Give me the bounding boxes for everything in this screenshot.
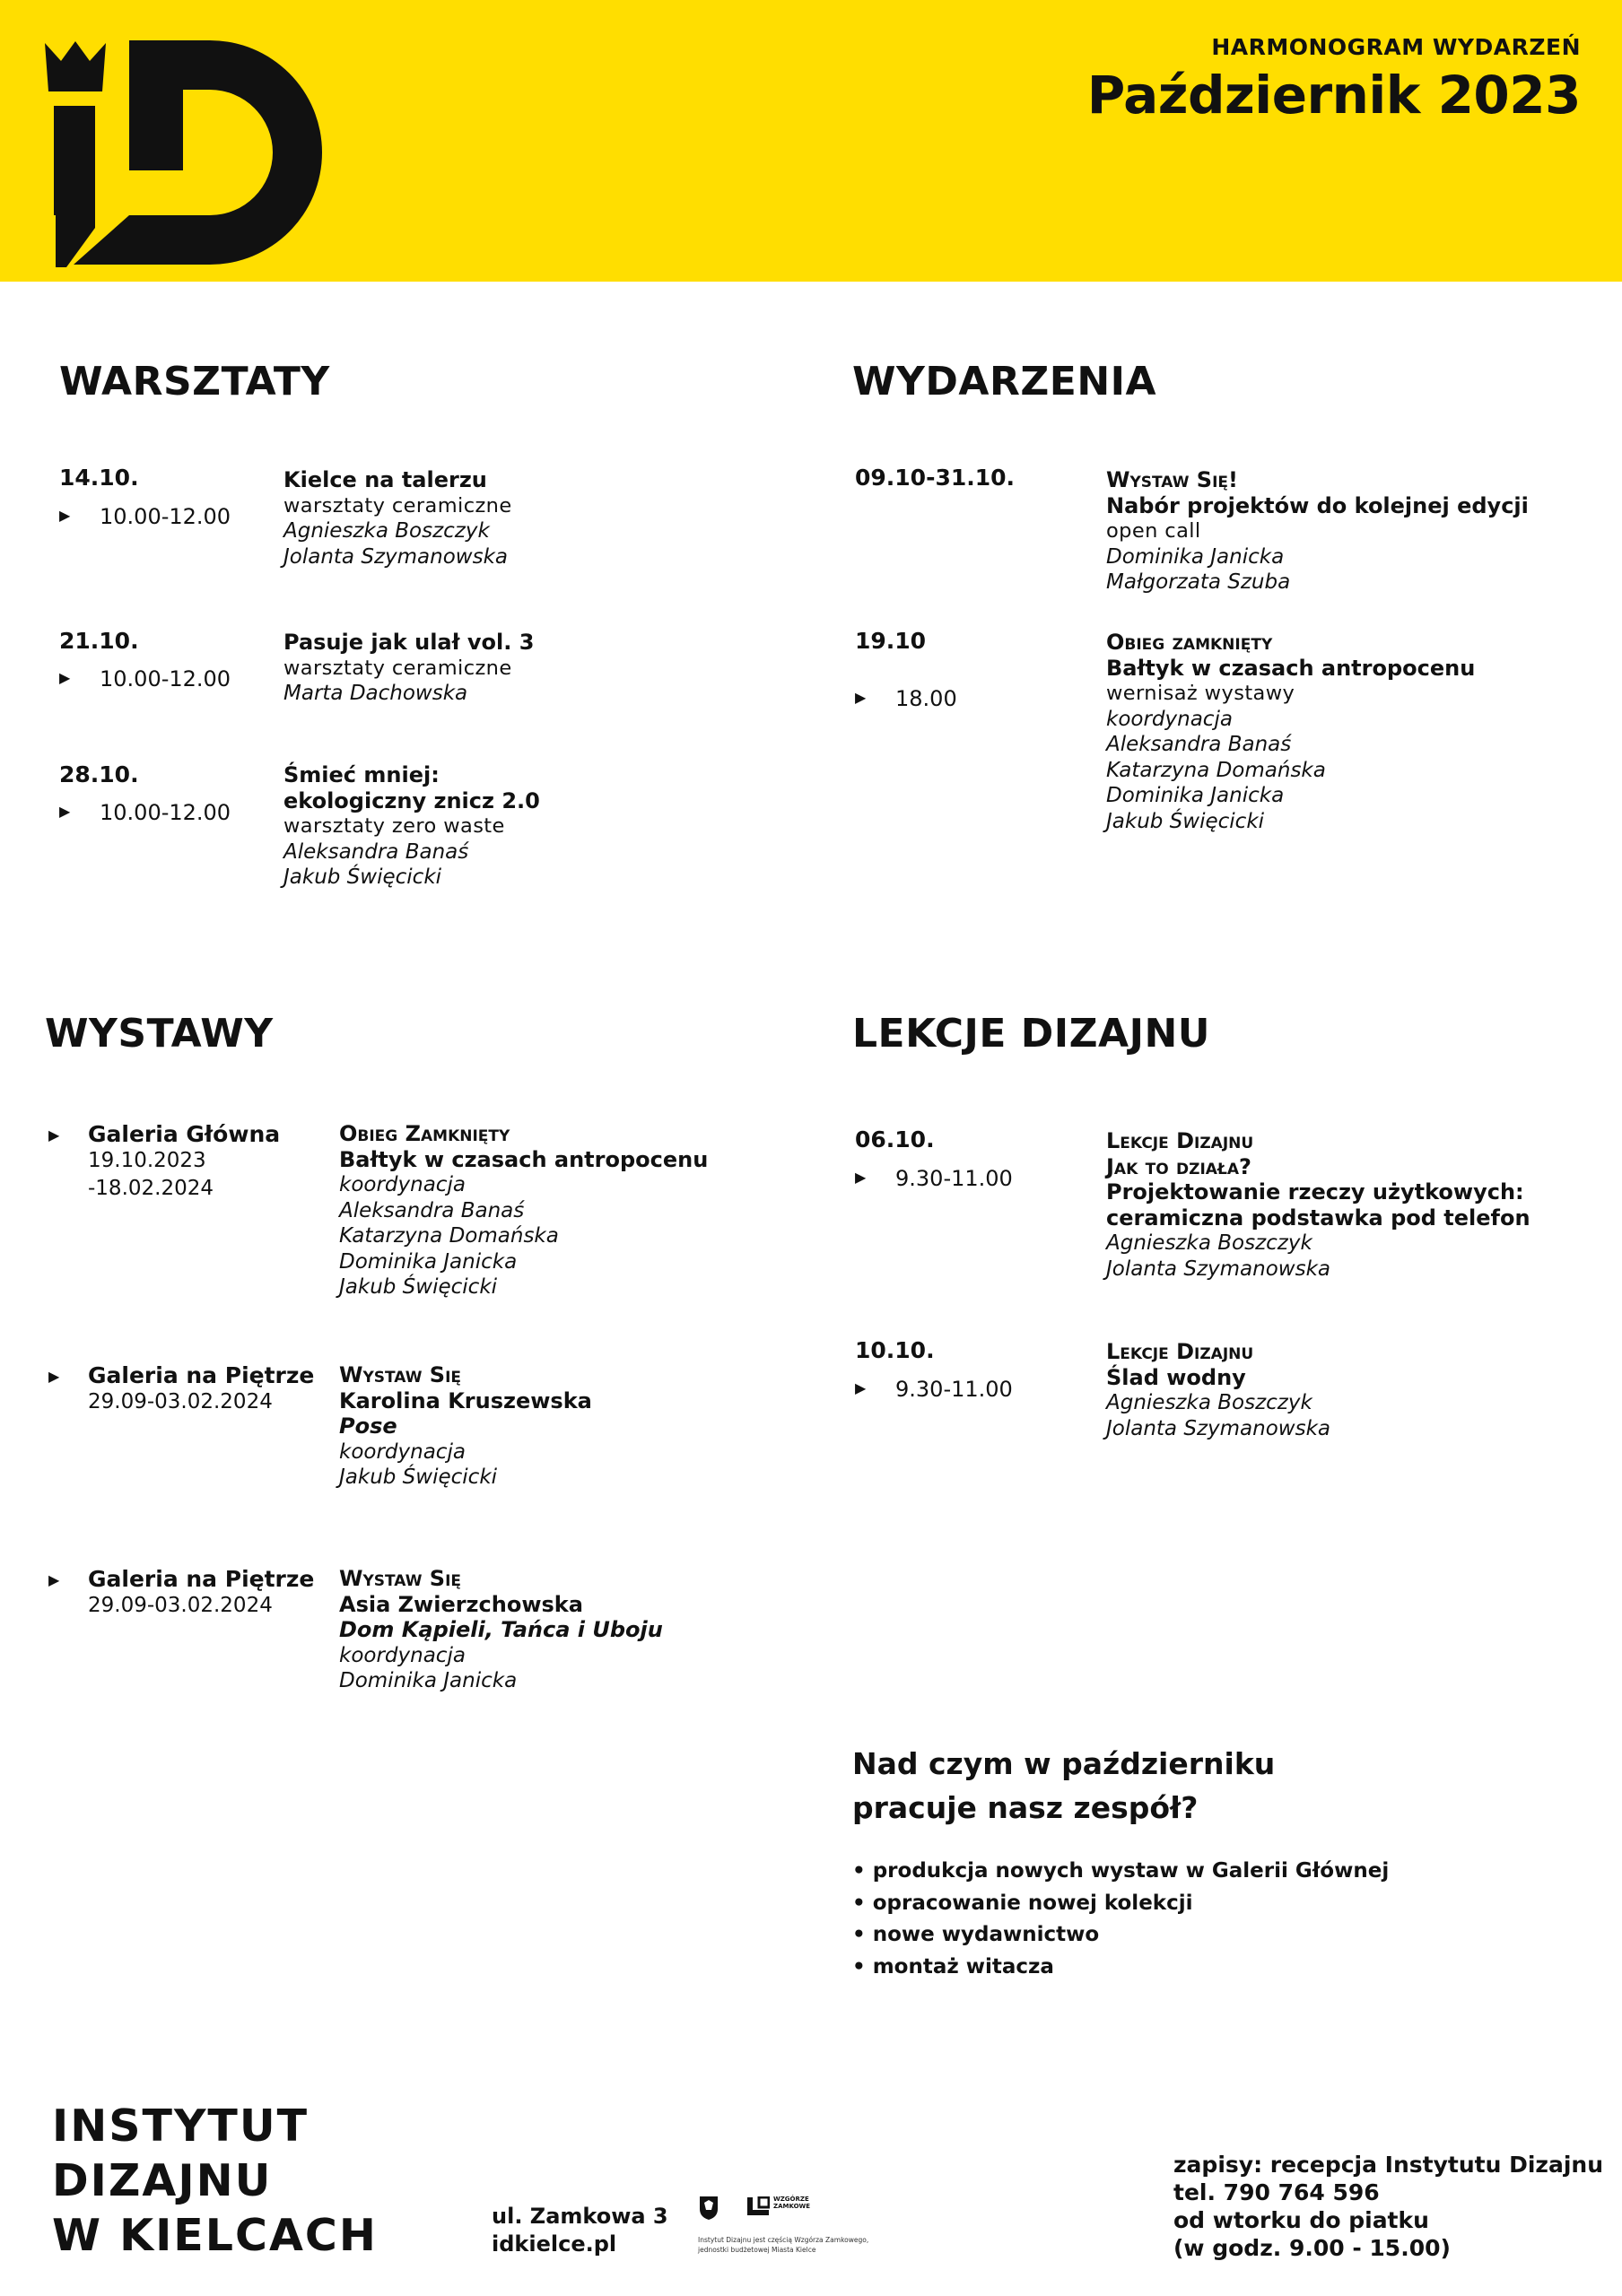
workshop-card — [283, 630, 534, 707]
workshop-title: Pasuje jak ulał vol. 3 — [283, 630, 535, 655]
city-crest-icon — [698, 2194, 719, 2221]
header-title: Październik 2023 — [1086, 65, 1581, 126]
header-subtitle: HARMONOGRAM WYDARZEŃ — [1211, 34, 1581, 60]
partner-logo-label: WZGÓRZE ZAMKOWE — [773, 2196, 811, 2210]
team-list-item: • montaż witacza — [852, 1954, 1054, 1979]
exhibition-artist: Karolina Kruszewska — [339, 1387, 592, 1413]
team-heading-line: Nad czym w październiku — [852, 1746, 1276, 1781]
event-person: Katarzyna Domańska — [1106, 758, 1326, 782]
header-band — [0, 0, 1622, 282]
exhibition-date-line: 19.10.2023 — [88, 1149, 206, 1172]
lesson-date: 10.10. — [855, 1337, 935, 1363]
team-heading-line: pracuje nasz zespół? — [852, 1790, 1199, 1825]
exhibition-dates — [88, 1147, 214, 1203]
section-title-warsztaty: WARSZTATY — [59, 359, 330, 404]
lesson-time: 9.30-11.00 — [895, 1377, 1013, 1402]
exhibition-person: Aleksandra Banaś — [339, 1198, 525, 1222]
workshop-person: Jakub Święcicki — [283, 865, 442, 889]
workshop-date: 28.10. — [59, 761, 139, 787]
lesson-title: ceramiczna podstawka pod telefon — [1106, 1205, 1530, 1231]
workshop-title: Kielce na talerzu — [283, 467, 487, 492]
contact-line: od wtorku do piatku — [1173, 2207, 1429, 2233]
institute-name-line: INSTYTUT — [52, 2100, 310, 2152]
event-date: 09.10-31.10. — [855, 465, 1016, 491]
play-triangle-icon: ▶ — [855, 1169, 867, 1186]
workshop-date: 14.10. — [59, 465, 139, 491]
workshop-time: 10.00-12.00 — [100, 666, 231, 691]
footer-address — [492, 2203, 668, 2258]
exhibition-date-line: 29.09-03.02.2024 — [88, 1390, 273, 1413]
team-heading — [852, 1742, 1275, 1830]
lesson-date: 06.10. — [855, 1126, 935, 1152]
exhibition-person: Jakub Święcicki — [339, 1465, 498, 1489]
event-series: Wystaw Się! — [1106, 467, 1238, 492]
wzgorze-zamkowe-logo-icon — [746, 2196, 770, 2216]
partner-note-line: Instytut Dizajnu jest częścią Wzgórza Zamkowego, — [698, 2236, 869, 2244]
partner-note — [698, 2235, 868, 2255]
lesson-card — [1106, 1339, 1330, 1441]
institute-name — [52, 2099, 378, 2263]
event-person: Małgorzata Szuba — [1106, 570, 1291, 594]
exhibition-work: Dom Kąpieli, Tańca i Uboju — [339, 1617, 663, 1642]
event-person: Dominika Janicka — [1106, 784, 1285, 807]
event-title: Nabór projektów do kolejnej edycji — [1106, 492, 1529, 518]
exhibition-dates — [88, 1388, 273, 1416]
workshop-person: Agnieszka Boszczyk — [283, 519, 490, 543]
workshop-time: 10.00-12.00 — [100, 504, 231, 529]
workshop-type: warsztaty zero waste — [283, 814, 505, 838]
workshop-title: ekologiczny znicz 2.0 — [283, 787, 540, 813]
lesson-person: Jolanta Szymanowska — [1106, 1257, 1330, 1281]
website-link[interactable]: idkielce.pl — [492, 2231, 617, 2257]
play-triangle-icon: ▶ — [855, 1379, 867, 1396]
section-title-lekcje: LEKCJE DIZAJNU — [852, 1011, 1211, 1057]
event-card — [1106, 467, 1529, 596]
event-person: Aleksandra Banaś — [1106, 733, 1292, 756]
exhibition-series: Wystaw Się — [339, 1362, 462, 1387]
team-list-item: • nowe wydawnictwo — [852, 1923, 1100, 1946]
signup-contact — [1173, 2151, 1603, 2262]
exhibition-person: Katarzyna Domańska — [339, 1224, 559, 1248]
event-date: 19.10 — [855, 628, 927, 654]
lesson-card — [1106, 1128, 1530, 1282]
exhibition-dates — [88, 1592, 273, 1620]
address-line: ul. Zamkowa 3 — [492, 2204, 668, 2229]
workshop-person: Jolanta Szymanowska — [283, 544, 508, 569]
workshop-title: Śmieć mniej: — [283, 762, 440, 787]
workshop-card — [283, 467, 512, 570]
section-title-wydarzenia: WYDARZENIA — [852, 359, 1157, 404]
workshop-card — [283, 762, 540, 891]
exhibition-series: Obieg Zamknięty — [339, 1121, 510, 1146]
team-list-item: • produkcja nowych wystaw w Galerii Głównej — [852, 1859, 1390, 1883]
contact-phone[interactable]: tel. 790 764 596 — [1173, 2179, 1380, 2205]
exhibition-card — [339, 1121, 708, 1300]
play-triangle-icon: ▶ — [59, 803, 71, 820]
contact-line: (w godz. 9.00 - 15.00) — [1173, 2235, 1451, 2261]
event-person: Dominika Janicka — [1106, 544, 1285, 569]
lesson-person: Agnieszka Boszczyk — [1106, 1391, 1312, 1414]
institute-name-line: DIZAJNU — [52, 2155, 273, 2206]
section-title-wystawy: WYSTAWY — [45, 1011, 274, 1057]
exhibition-place: Galeria na Piętrze — [88, 1362, 315, 1388]
play-triangle-icon: ▶ — [59, 507, 71, 524]
event-series: Obieg zamknięty — [1106, 630, 1273, 655]
lesson-series: Lekcje Dizajnu — [1106, 1339, 1254, 1364]
workshop-type: warsztaty ceramiczne — [283, 493, 512, 517]
exhibition-person: Dominika Janicka — [339, 1249, 518, 1274]
play-triangle-icon: ▶ — [855, 689, 867, 706]
exhibition-role: koordynacja — [339, 1439, 466, 1464]
event-type: wernisaż wystawy — [1106, 682, 1295, 705]
play-triangle-icon: ▶ — [48, 1126, 60, 1144]
lesson-series-sub: Jak to działa? — [1106, 1153, 1251, 1179]
lesson-title: Ślad wodny — [1106, 1364, 1246, 1390]
event-role: koordynacja — [1106, 707, 1233, 731]
exhibition-place: Galeria na Piętrze — [88, 1566, 315, 1592]
id-crown-logo-icon — [39, 36, 336, 271]
exhibition-person: Dominika Janicka — [339, 1669, 518, 1692]
event-time: 18.00 — [895, 686, 957, 711]
event-title: Bałtyk w czasach antropocenu — [1106, 655, 1476, 681]
play-triangle-icon: ▶ — [48, 1368, 60, 1385]
exhibition-card — [339, 1566, 663, 1694]
exhibition-date-line: 29.09-03.02.2024 — [88, 1594, 273, 1617]
event-person: Jakub Święcicki — [1106, 809, 1265, 833]
exhibition-card — [339, 1362, 592, 1491]
workshop-date: 21.10. — [59, 628, 139, 654]
exhibition-place: Galeria Główna — [88, 1121, 281, 1147]
exhibition-person: Jakub Święcicki — [339, 1275, 498, 1299]
event-card — [1106, 630, 1475, 834]
play-triangle-icon: ▶ — [59, 669, 71, 686]
partner-logos — [698, 2194, 913, 2257]
lesson-person: Agnieszka Boszczyk — [1106, 1231, 1312, 1255]
workshop-person: Marta Dachowska — [283, 682, 468, 705]
team-list-item: • opracowanie nowej kolekcji — [852, 1891, 1193, 1915]
lesson-series: Lekcje Dizajnu — [1106, 1128, 1254, 1153]
exhibition-date-line: -18.02.2024 — [88, 1177, 214, 1200]
exhibition-series: Wystaw Się — [339, 1566, 462, 1591]
exhibition-role: koordynacja — [339, 1173, 466, 1196]
exhibition-work: Pose — [339, 1413, 397, 1439]
exhibition-title: Bałtyk w czasach antropocenu — [339, 1146, 709, 1172]
lesson-title: Projektowanie rzeczy użytkowych: — [1106, 1179, 1524, 1205]
lesson-time: 9.30-11.00 — [895, 1166, 1013, 1191]
workshop-person: Aleksandra Banaś — [283, 839, 469, 864]
event-type: open call — [1106, 519, 1201, 543]
team-list — [852, 1856, 1389, 1983]
exhibition-artist: Asia Zwierzchowska — [339, 1591, 583, 1617]
partner-note-line: jednostki budżetowej Miasta Kielce — [698, 2246, 816, 2254]
contact-line: zapisy: recepcja Instytutu Dizajnu — [1173, 2152, 1604, 2178]
workshop-time: 10.00-12.00 — [100, 800, 231, 825]
play-triangle-icon: ▶ — [48, 1571, 60, 1588]
exhibition-role: koordynacja — [339, 1643, 466, 1667]
workshop-type: warsztaty ceramiczne — [283, 656, 512, 680]
institute-name-line: W KIELCACH — [52, 2210, 378, 2261]
lesson-person: Jolanta Szymanowska — [1106, 1416, 1330, 1440]
